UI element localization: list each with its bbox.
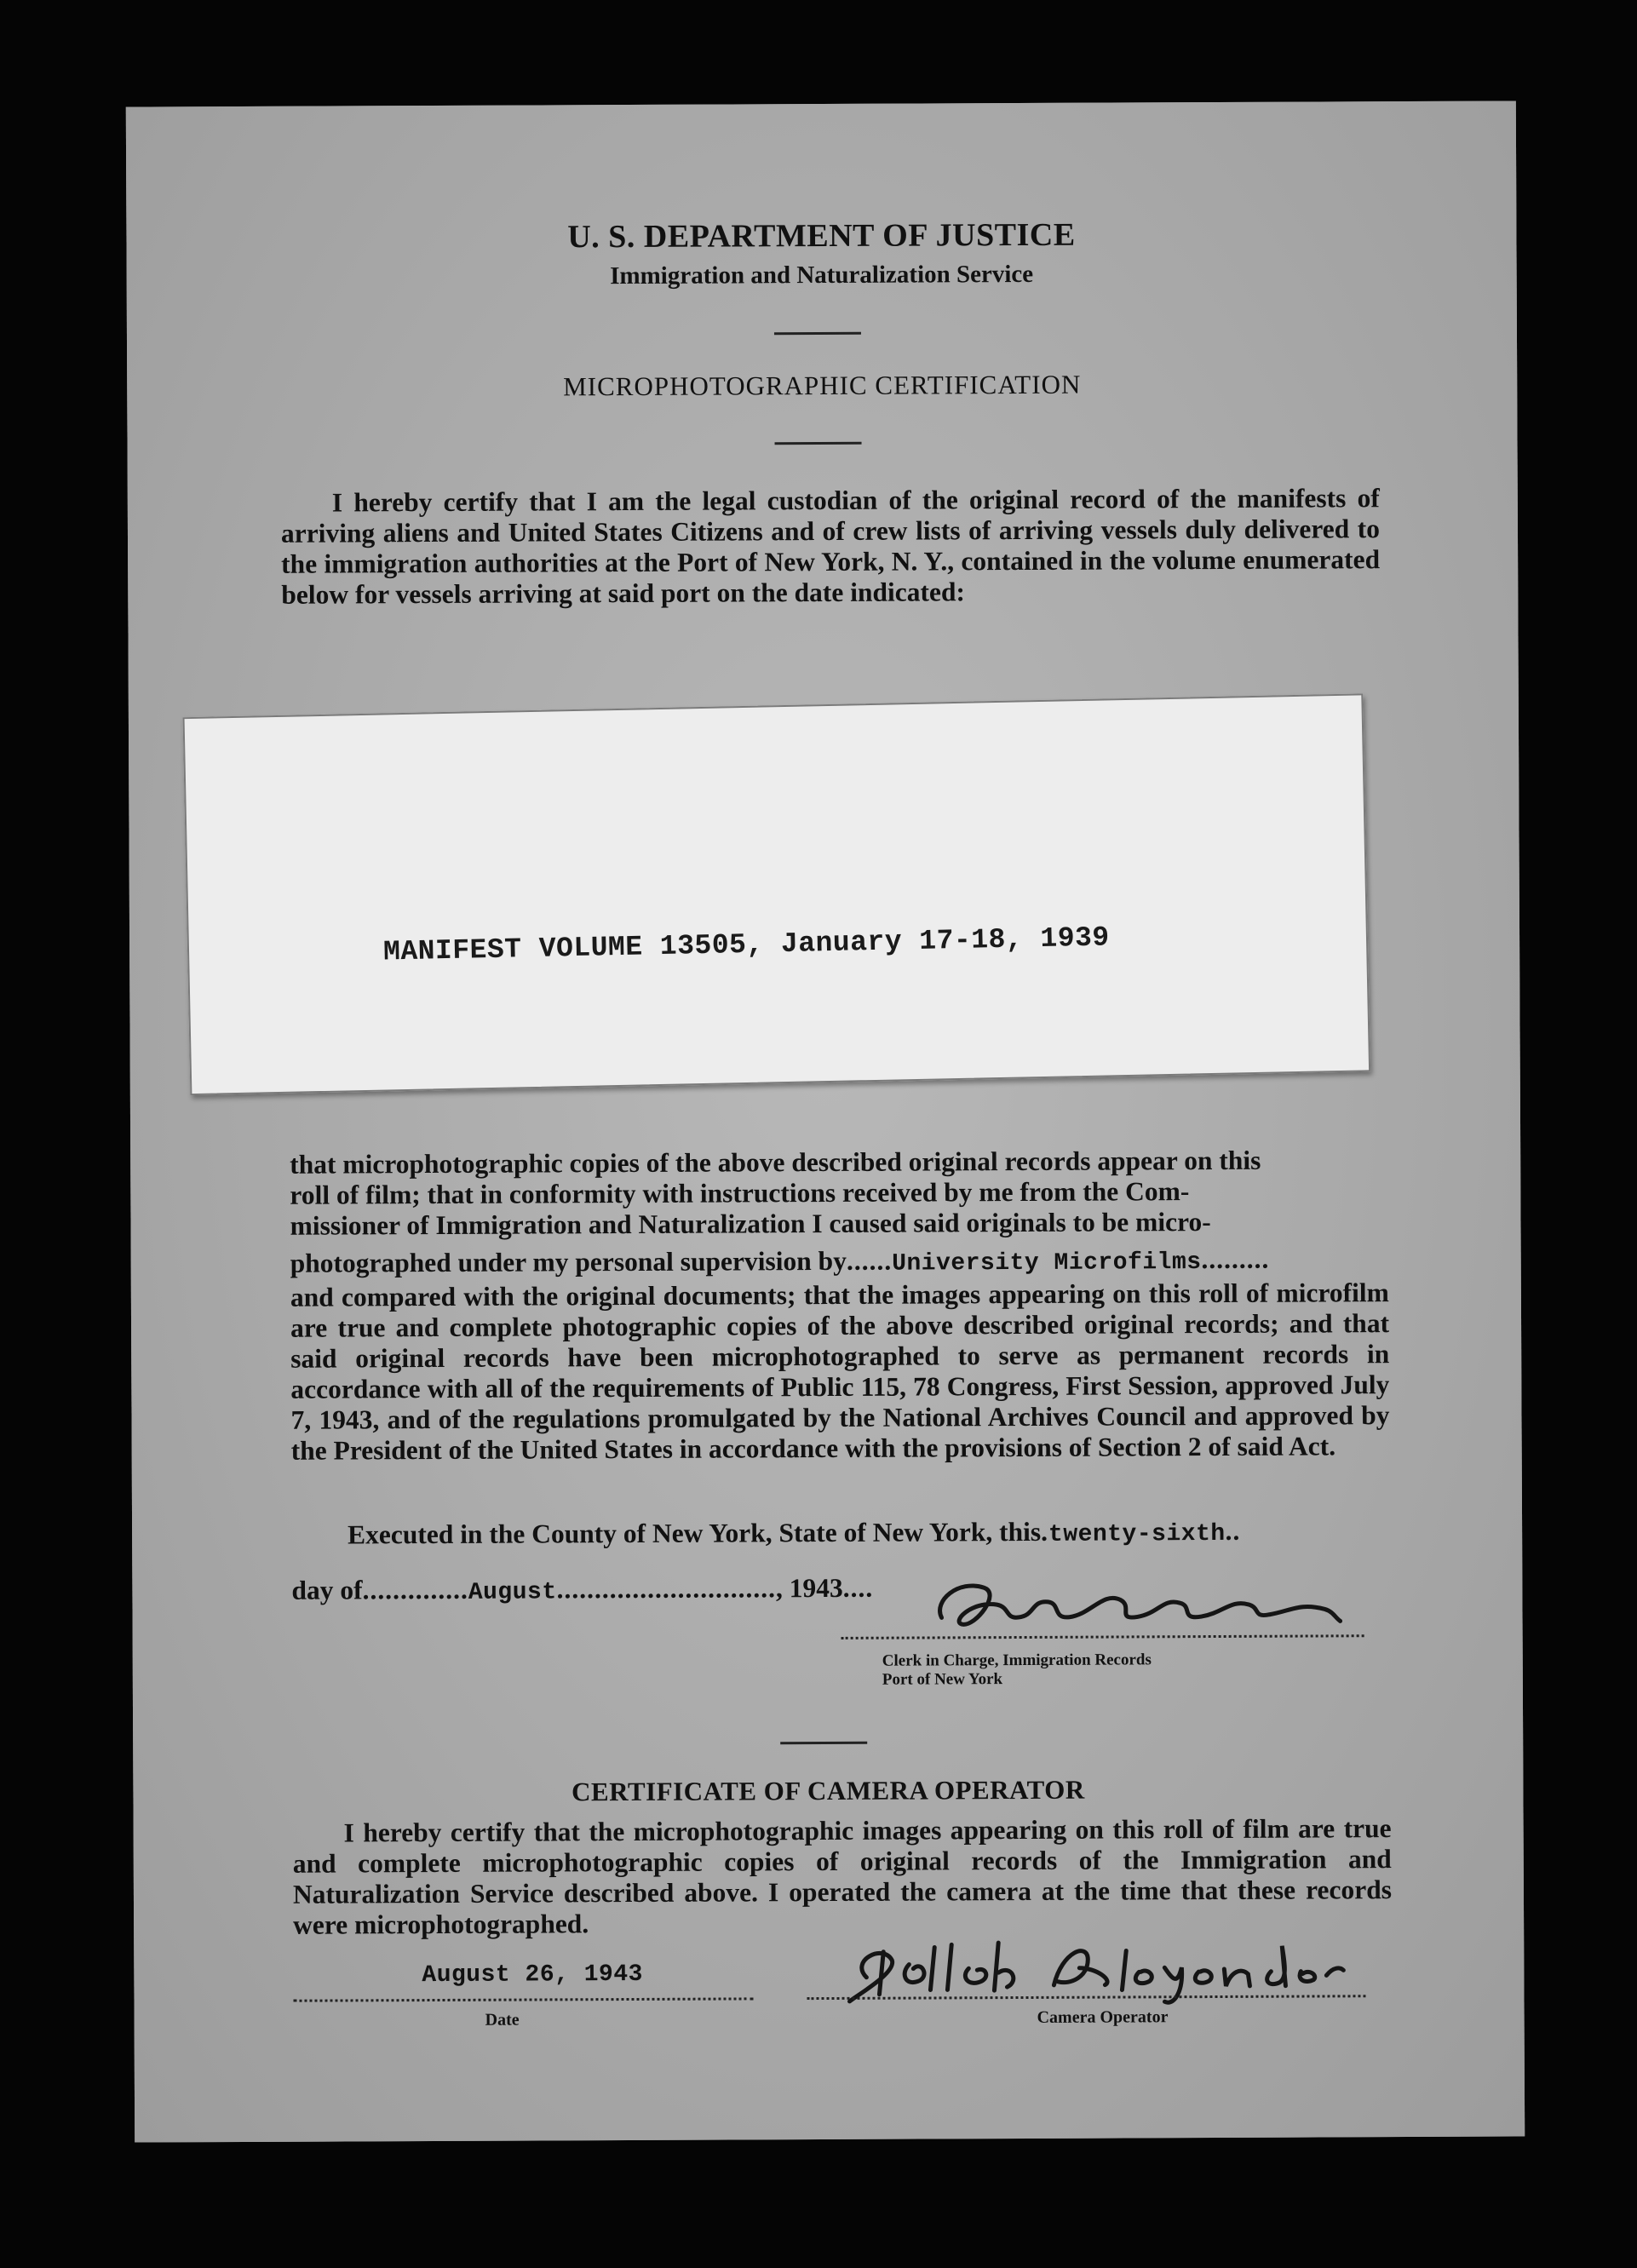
- department-heading: U. S. DEPARTMENT OF JUSTICE: [567, 216, 1076, 256]
- executed-year: , 1943: [775, 1572, 843, 1604]
- certification-title: MICROPHOTOGRAPHIC CERTIFICATION: [563, 369, 1082, 402]
- clerk-title-line: Clerk in Charge, Immigration Records: [882, 1651, 1152, 1670]
- service-subheading: Immigration and Naturalization Service: [610, 260, 1034, 290]
- date-line: [293, 1997, 753, 2001]
- clerk-title: [882, 1651, 1152, 1689]
- camera-operator-paragraph: I hereby certify that the microphotographic images appearing on this roll of film are true and complete microphotographic copies of original records of the Immigration and Naturalization Service described above. I operated the camera at the time that these records were microphotographed.: [292, 1813, 1393, 1940]
- executed-text: Executed in the County of New York, State of New York, this: [348, 1516, 1042, 1550]
- main-paragraph: [290, 1145, 1390, 1467]
- clerk-title-line: Port of New York: [882, 1670, 1003, 1689]
- intro-paragraph: I hereby certify that I am the legal custodian of the original record of the manifests of arriving aliens and United States Citizens and of crew lists of arriving vessels duly delivered to the immigration authorities at the Port of New York, N. Y., contained in the volume enumerated below for vessels arriving at said port on the date indicated:: [280, 483, 1381, 610]
- paragraph-line: that microphotographic copies of the above described original records appear on this: [290, 1145, 1261, 1180]
- certificate-page: [126, 100, 1525, 2142]
- supervision-text: photographed under my personal supervision by: [290, 1245, 847, 1278]
- camera-operator-title: CERTIFICATE OF CAMERA OPERATOR: [572, 1774, 1085, 1807]
- camera-date-value: August 26, 1943: [422, 1961, 643, 1990]
- camera-operator-signature: [832, 1932, 1343, 2012]
- manifest-label-strip: [183, 693, 1371, 1095]
- photographer-name: University Microfilms: [892, 1249, 1202, 1278]
- day-of-line: day of..............August............................., 1943....: [291, 1572, 874, 1606]
- date-label: Date: [485, 2010, 520, 2030]
- divider: [775, 442, 862, 445]
- paragraph-line: roll of film; that in conformity with instructions received by me from the Com-: [290, 1176, 1190, 1210]
- paragraph-line: missioner of Immigration and Naturalization I caused said originals to be micro-: [290, 1207, 1211, 1241]
- manifest-volume-label: MANIFEST VOLUME 13505, January 17-18, 1939: [382, 922, 1111, 968]
- paragraph-line: photographed under my personal supervision by......University Microfilms.........: [290, 1243, 1270, 1278]
- divider: [774, 332, 861, 335]
- executed-day: twenty-sixth: [1048, 1520, 1226, 1548]
- day-of-label: day of: [291, 1575, 363, 1605]
- executed-line: Executed in the County of New York, State of New York, this.twenty-sixth..: [348, 1515, 1241, 1550]
- executed-month: August: [468, 1579, 557, 1606]
- clerk-signature: [924, 1565, 1350, 1643]
- divider: [780, 1742, 867, 1744]
- paragraph-rest: and compared with the original documents; that the images appearing on this roll of microfilm are true and complete photographic copies of the above described original records; and that said original records have been microphotographed to serve as permanent records in accordance with all of the requirements of Public 115, 78 Congress, First Session, approved July 7, 1943, and of the regulations promulgated by the National Archives Council and approved by the President of the United States in accordance with the provisions of Section 2 of said Act.: [290, 1278, 1390, 1466]
- camera-operator-label: Camera Operator: [1037, 2007, 1169, 2027]
